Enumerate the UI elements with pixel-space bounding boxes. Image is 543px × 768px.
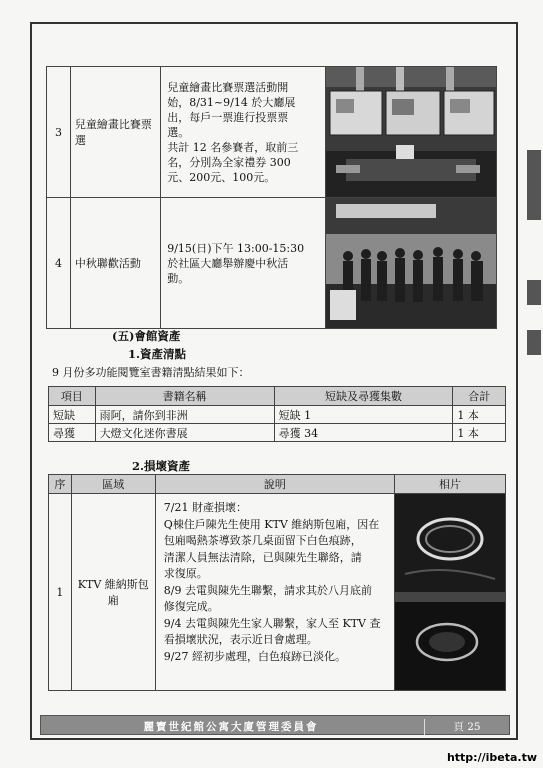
table-header-row xyxy=(49,387,506,406)
event-description xyxy=(161,198,326,329)
desc-line: 看損壞狀況，表示近日會處理。 xyxy=(163,633,318,646)
column-header: 書籍名稱 xyxy=(95,387,274,406)
desc-line: 7/21 財產損壞： xyxy=(163,501,247,514)
table-cell: 1 本 xyxy=(453,424,506,442)
desc-line: 清潔人員無法清除，已與陳先生聯絡，請 xyxy=(163,550,362,564)
table-stain-photo xyxy=(395,592,505,690)
desc-line: 9/27 經初步處理，白色痕跡已淡化。 xyxy=(163,649,346,663)
inventory-intro: 9 月份多功能閱覽室書籍清點結果如下： xyxy=(52,366,250,379)
desc-line: 9/4 去電與陳先生家人聯繫，家人至 KTV 查 xyxy=(163,616,381,630)
area-line: 廂 xyxy=(107,594,119,607)
desc-line: 求復原。 xyxy=(163,567,208,580)
desc-line: 始，8/31~9/14 於大廳展 xyxy=(167,95,296,109)
site-watermark: http://ibeta.tw xyxy=(446,751,537,764)
desc-line: Q棟住戶陳先生使用 KTV 維納斯包廂，因在 xyxy=(163,517,380,531)
desc-line: 出，每戶一票進行投票票 xyxy=(167,110,289,124)
page-number: 頁 25 xyxy=(424,719,509,735)
desc-line: 修復完成。 xyxy=(163,600,219,613)
table-cell: 1 本 xyxy=(453,406,506,424)
table-stain-photo xyxy=(395,494,505,592)
subsection-title: 1.資產清點 xyxy=(128,347,187,361)
damage-description xyxy=(155,494,394,691)
subsection-title: 2.損壞資產 xyxy=(132,459,191,473)
desc-line: 於社區大廳舉辦慶中秋活 xyxy=(167,256,289,270)
table-row xyxy=(47,198,497,329)
mid-autumn-party-photo xyxy=(326,198,496,328)
table-cell: 尋獲 xyxy=(49,424,96,442)
column-header: 短缺及尋獲集數 xyxy=(274,387,453,406)
column-header: 相片 xyxy=(394,475,505,494)
table-row xyxy=(49,494,506,691)
events-table xyxy=(46,66,497,329)
page-footer xyxy=(40,715,510,735)
book-inventory-table xyxy=(48,386,506,442)
table-row xyxy=(47,67,497,198)
damaged-assets-table xyxy=(48,474,506,691)
row-index: 1 xyxy=(49,494,72,691)
event-name: 兒童繪畫比賽票選 xyxy=(70,67,160,198)
column-header: 項目 xyxy=(49,387,96,406)
desc-line: 動。 xyxy=(167,271,190,285)
event-photo-cell xyxy=(325,67,496,198)
table-cell: 短缺 xyxy=(49,406,96,424)
desc-line: 名，分別為全家禮券 300 xyxy=(167,155,291,169)
desc-line: 兒童繪畫比賽票選活動開 xyxy=(167,80,289,94)
column-header: 序 xyxy=(49,475,72,494)
area-cell xyxy=(71,494,155,691)
side-stamp-mark xyxy=(527,330,541,355)
table-row xyxy=(49,406,506,424)
table-cell: 大燈文化迷你書展 xyxy=(95,424,274,442)
area-line: KTV 維納斯包 xyxy=(77,578,149,591)
table-cell: 尋獲 34 xyxy=(274,424,453,442)
event-description xyxy=(161,67,326,198)
section-title: (五)會館資產 xyxy=(112,329,181,343)
desc-line: 元、200元、100元。 xyxy=(167,170,276,184)
desc-line: 9/15(日)下午 13:00-15:30 xyxy=(167,241,305,255)
side-stamp-mark xyxy=(527,150,541,220)
row-index: 4 xyxy=(47,198,71,329)
desc-line: 選。 xyxy=(167,125,190,139)
organization-name: 麗寶世紀館公寓大廈管理委員會 xyxy=(143,721,319,733)
event-photo-cell xyxy=(325,198,496,329)
event-name: 中秋聯歡活動 xyxy=(70,198,160,329)
desc-line: 包廂喝熱茶導致茶几桌面留下白色痕跡， xyxy=(163,534,362,547)
column-header: 合計 xyxy=(453,387,506,406)
drawing-contest-photo xyxy=(326,67,496,197)
column-header: 區域 xyxy=(71,475,155,494)
side-stamp-mark xyxy=(527,280,541,305)
row-index: 3 xyxy=(47,67,71,198)
column-header: 說明 xyxy=(155,475,394,494)
table-header-row xyxy=(49,475,506,494)
table-cell: 雨阿，請你到非洲 xyxy=(95,406,274,424)
table-row xyxy=(49,424,506,442)
table-cell: 短缺 1 xyxy=(274,406,453,424)
desc-line: 共計 12 名參賽者，取前三 xyxy=(167,140,299,154)
desc-line: 8/9 去電與陳先生聯繫，請求其於八月底前 xyxy=(163,583,372,597)
damage-photo-cell xyxy=(394,494,505,691)
